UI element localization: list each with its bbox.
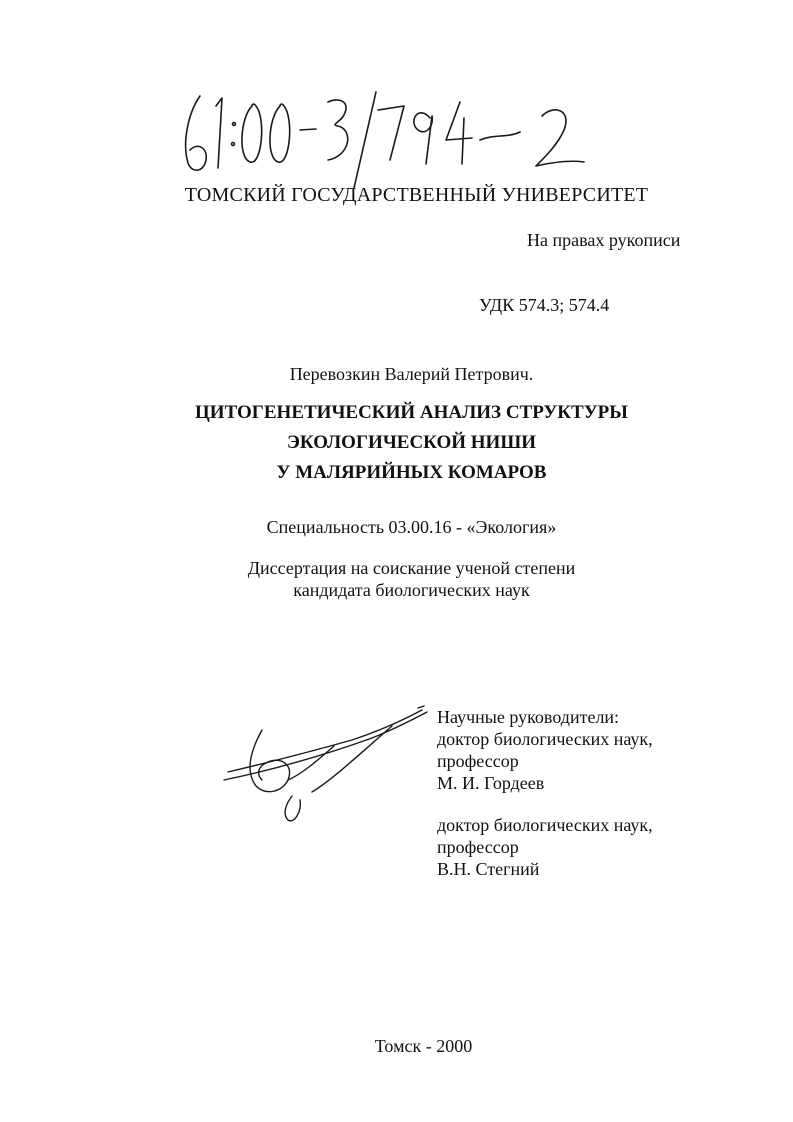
degree-line: Диссертация на соискание ученой степени <box>247 558 576 578</box>
university-name: ТОМСКИЙ ГОСУДАРСТВЕННЫЙ УНИВЕРСИТЕТ <box>184 184 649 206</box>
title-line: ЭКОЛОГИЧЕСКОЙ НИШИ <box>287 432 536 453</box>
supervisors-heading: Научные руководители: <box>437 707 620 727</box>
supervisor-rank: профессор <box>437 751 519 771</box>
city-year: Томск - 2000 <box>374 1036 473 1056</box>
signature <box>222 700 432 830</box>
supervisor-degree: доктор биологических наук, <box>437 729 653 749</box>
degree-statement <box>0 557 793 601</box>
title-line: У МАЛЯРИЙНЫХ КОМАРОВ <box>276 462 547 483</box>
specialty: Специальность 03.00.16 - «Экология» <box>266 517 557 537</box>
supervisor-name: В.Н. Стегний <box>437 859 540 879</box>
supervisor-rank: профессор <box>437 837 519 857</box>
udc-code: УДК 574.3; 574.4 <box>479 295 610 315</box>
degree-line: кандидата биологических наук <box>293 580 530 600</box>
supervisors-block <box>437 706 653 880</box>
title-line: ЦИТОГЕНЕТИЧЕСКИЙ АНАЛИЗ СТРУКТУРЫ <box>195 402 628 423</box>
handwritten-archive-code <box>178 88 598 193</box>
dissertation-title <box>0 398 793 488</box>
supervisor-degree: доктор биологических наук, <box>437 815 653 835</box>
rights-note: На правах рукописи <box>527 230 681 250</box>
supervisor-name: М. И. Гордеев <box>437 773 545 793</box>
author-name: Перевозкин Валерий Петрович. <box>289 364 534 384</box>
